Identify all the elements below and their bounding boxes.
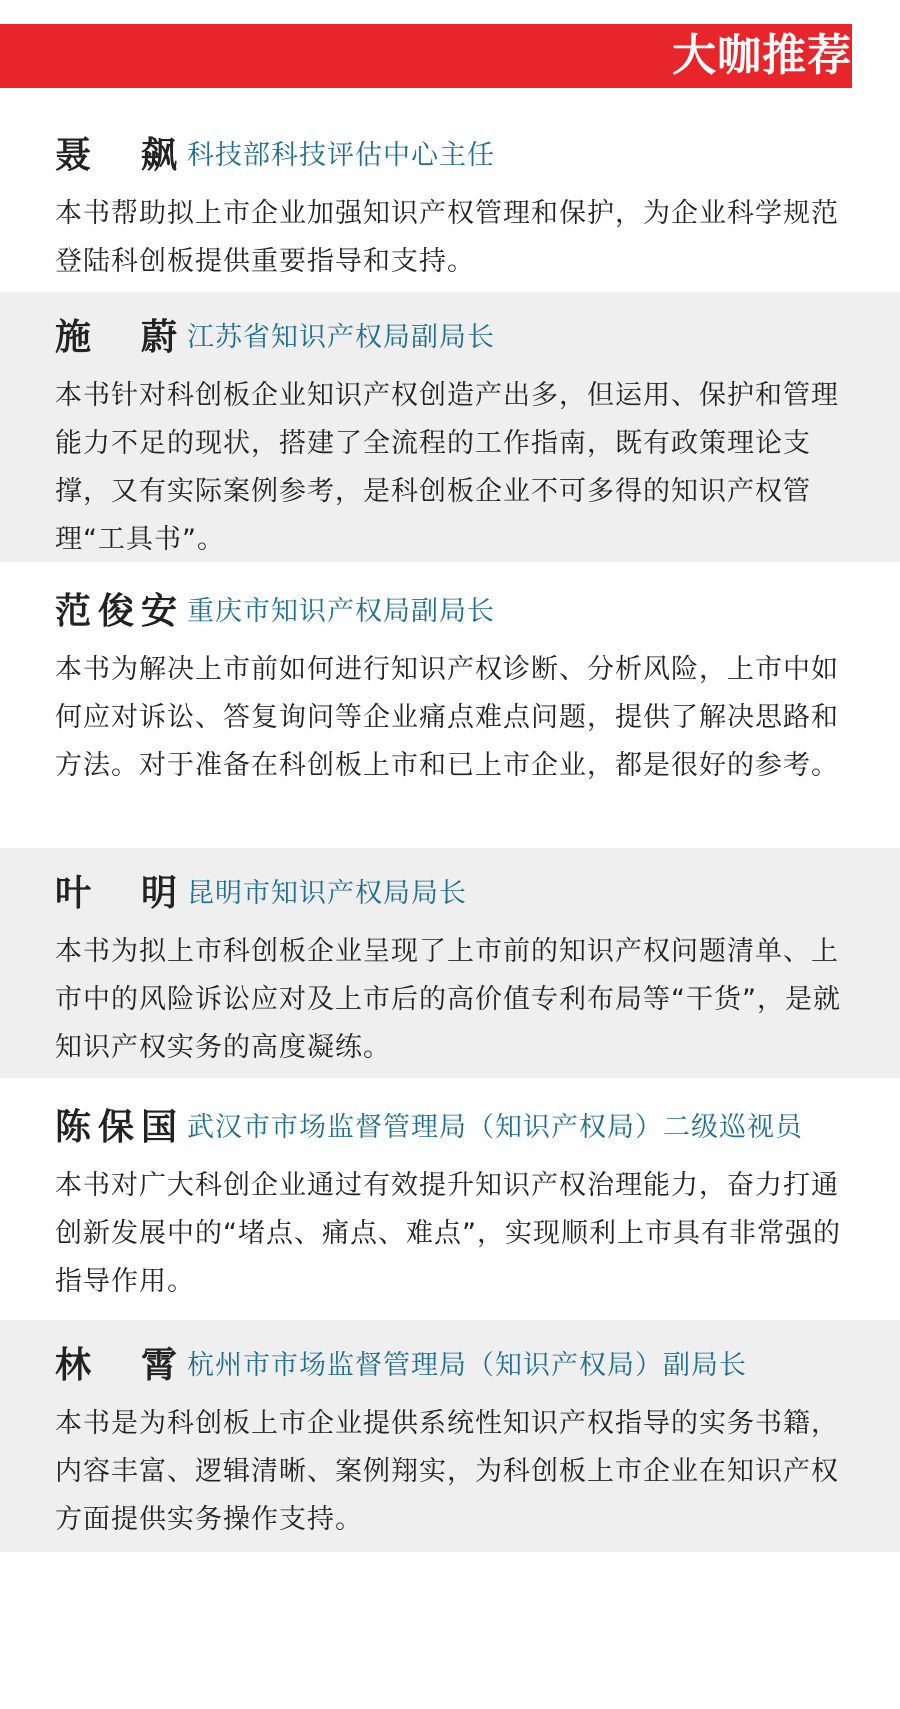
- entry-heading: [55, 130, 495, 174]
- recommendation-entry: [0, 1082, 900, 1316]
- entry-heading: [55, 586, 495, 630]
- recommendation-text: 本书帮助拟上市企业加强知识产权管理和保护，为企业科学规范登陆科创板提供重要指导和支持。: [55, 198, 839, 277]
- person-name-char: 施: [55, 316, 92, 358]
- recommendation-entry: [0, 848, 900, 1078]
- recommendation-text: 本书针对科创板企业知识产权创造产出多，但运用、保护和管理能力不足的现状，搭建了全流程的工作指南，既有政策理论支撑，又有实际案例参考，是科创板企业不可多得的知识产权管理“工具书”。: [55, 380, 839, 555]
- recommendation-entry: [0, 566, 900, 846]
- recommendation-text: 本书对广大科创企业通过有效提升知识产权治理能力，奋力打通创新发展中的“堵点、痛点、难点”，实现顺利上市具有非常强的指导作用。: [55, 1170, 841, 1297]
- person-title: 昆明市知识产权局局长: [187, 877, 467, 909]
- person-name: [55, 865, 177, 916]
- person-title: 杭州市市场监督管理局（知识产权局）副局长: [187, 1349, 747, 1381]
- person-name: [55, 127, 177, 178]
- entry-heading: [55, 312, 495, 356]
- person-name-char: 蔚: [140, 316, 177, 358]
- person-name-char: 聂: [55, 134, 92, 176]
- recommendation-entry: [0, 110, 900, 290]
- person-name-char: 范: [55, 590, 92, 632]
- person-name-char: 叶: [55, 872, 92, 914]
- recommendation-entry: [0, 292, 900, 562]
- person-name-char: 俊: [97, 590, 134, 632]
- person-name: [55, 583, 177, 634]
- entry-heading: [55, 1340, 747, 1384]
- person-name-char: 国: [140, 1106, 177, 1148]
- person-name: [55, 1099, 177, 1150]
- person-name: [55, 309, 177, 360]
- person-name-char: 保: [97, 1106, 134, 1148]
- person-title: 重庆市知识产权局副局长: [187, 595, 495, 627]
- person-name-char: 陈: [55, 1106, 92, 1148]
- recommendation-text: 本书为拟上市科创板企业呈现了上市前的知识产权问题清单、上市中的风险诉讼应对及上市后的高价值专利布局等“干货”，是就知识产权实务的高度凝练。: [55, 936, 841, 1063]
- recommendation-text: 本书为解决上市前如何进行知识产权诊断、分析风险，上市中如何应对诉讼、答复询问等企业痛点难点问题，提供了解决思路和方法。对于准备在科创板上市和已上市企业，都是很好的参考。: [55, 654, 839, 781]
- person-title: 武汉市市场监督管理局（知识产权局）二级巡视员: [187, 1111, 803, 1143]
- recommendation-entry: [0, 1320, 900, 1552]
- person-name: [55, 1337, 177, 1388]
- recommendation-text: 本书是为科创板上市企业提供系统性知识产权指导的实务书籍，内容丰富、逻辑清晰、案例翔实，为科创板上市企业在知识产权方面提供实务操作支持。: [55, 1408, 839, 1535]
- person-name-char: 林: [55, 1344, 92, 1386]
- entry-heading: [55, 868, 467, 912]
- person-name-char: 安: [140, 590, 177, 632]
- header-title: 大咖推荐: [672, 30, 852, 81]
- person-title: 江苏省知识产权局副局长: [187, 321, 495, 353]
- person-name-char: 飙: [140, 134, 177, 176]
- person-name-char: 明: [140, 872, 177, 914]
- person-title: 科技部科技评估中心主任: [187, 139, 495, 171]
- entry-heading: [55, 1102, 803, 1146]
- person-name-char: 霄: [140, 1344, 177, 1386]
- header-banner: [0, 24, 852, 88]
